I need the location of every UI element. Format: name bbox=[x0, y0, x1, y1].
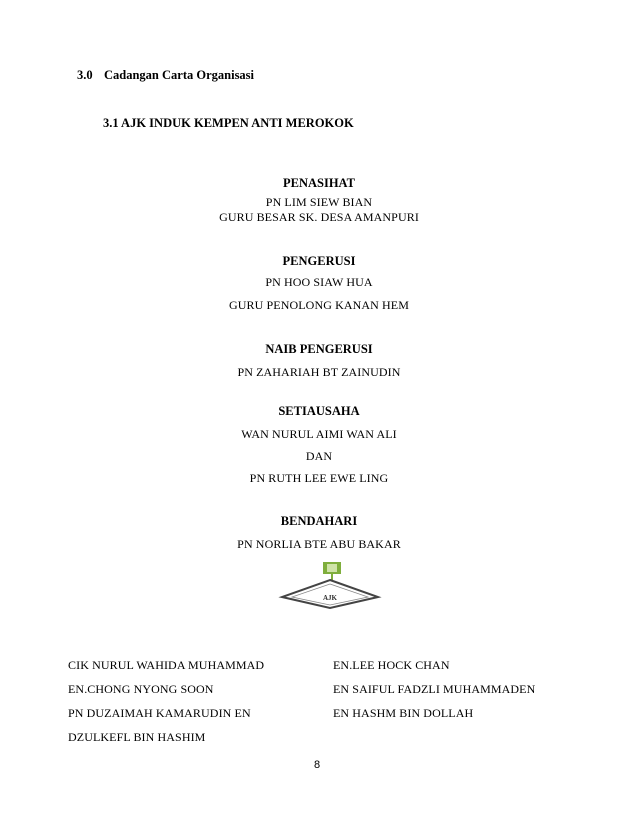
setiausaha-conjunction: DAN bbox=[305, 449, 333, 463]
naib-pengerusi-name: PN ZAHARIAH BT ZAINUDIN bbox=[237, 365, 401, 379]
bendahari-heading: BENDAHARI bbox=[280, 514, 358, 528]
ajk-member-left-1: CIK NURUL WAHIDA MUHAMMAD bbox=[68, 658, 265, 672]
subsection-title: 3.1 AJK INDUK KEMPEN ANTI MEROKOK bbox=[103, 116, 354, 130]
pengerusi-position: GURU PENOLONG KANAN HEM bbox=[229, 298, 409, 312]
penasihat-name: PN LIM SIEW BIAN bbox=[265, 195, 373, 209]
ajk-diamond-shape bbox=[278, 560, 382, 610]
section-title: Cadangan Carta Organisasi bbox=[104, 68, 255, 82]
naib-pengerusi-heading: NAIB PENGERUSI bbox=[265, 342, 373, 356]
ajk-green-box-inner bbox=[327, 564, 337, 572]
ajk-member-right-2: EN SAIFUL FADZLI MUHAMMADEN bbox=[333, 682, 536, 696]
ajk-member-left-2: EN.CHONG NYONG SOON bbox=[68, 682, 214, 696]
penasihat-heading: PENASIHAT bbox=[282, 176, 355, 190]
ajk-member-left-3: PN DUZAIMAH KAMARUDIN EN bbox=[68, 706, 251, 720]
setiausaha-name-2: PN RUTH LEE EWE LING bbox=[249, 471, 389, 485]
ajk-diagram bbox=[278, 560, 382, 610]
penasihat-position: GURU BESAR SK. DESA AMANPURI bbox=[219, 210, 419, 224]
ajk-label: AJK bbox=[323, 594, 337, 602]
pengerusi-name: PN HOO SIAW HUA bbox=[265, 275, 373, 289]
bendahari-name: PN NORLIA BTE ABU BAKAR bbox=[237, 537, 401, 551]
section-number: 3.0 bbox=[77, 68, 93, 82]
ajk-member-right-1: EN.LEE HOCK CHAN bbox=[333, 658, 450, 672]
setiausaha-name-1: WAN NURUL AIMI WAN ALI bbox=[241, 427, 397, 441]
pengerusi-heading: PENGERUSI bbox=[282, 254, 356, 268]
ajk-member-right-3: EN HASHM BIN DOLLAH bbox=[333, 706, 474, 720]
ajk-member-left-4: DZULKEFL BIN HASHIM bbox=[68, 730, 206, 744]
setiausaha-heading: SETIAUSAHA bbox=[278, 404, 360, 418]
page-number: 8 bbox=[314, 759, 321, 771]
